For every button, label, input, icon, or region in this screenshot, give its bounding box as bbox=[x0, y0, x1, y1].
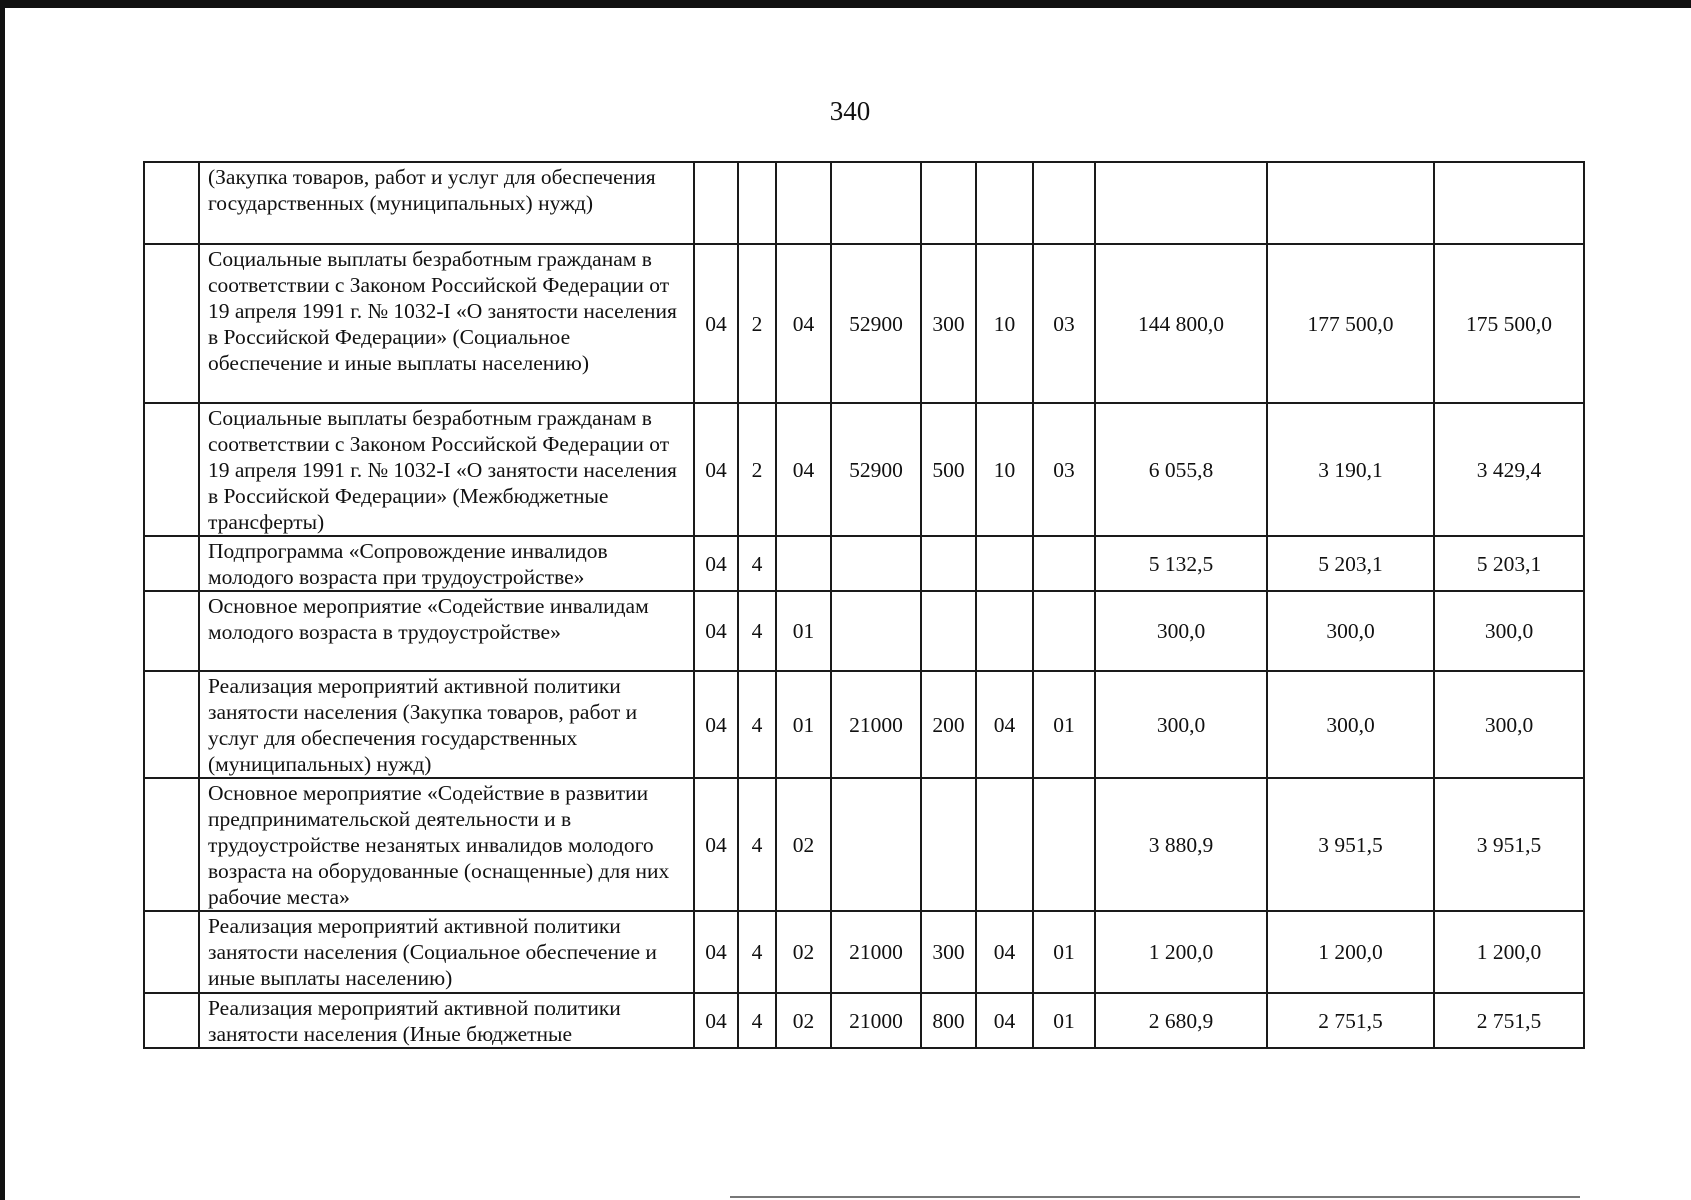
table-row bbox=[144, 993, 1584, 1048]
table-row bbox=[144, 403, 1584, 536]
amount-cell: 3 429,4 bbox=[1434, 403, 1584, 536]
amount-cell: 2 680,9 bbox=[1095, 993, 1267, 1048]
row-number-cell bbox=[144, 778, 199, 911]
code-cell: 4 bbox=[738, 671, 776, 778]
code-cell: 04 bbox=[694, 244, 738, 403]
code-cell bbox=[776, 536, 831, 591]
amount-cell: 177 500,0 bbox=[1267, 244, 1434, 403]
code-cell bbox=[976, 536, 1033, 591]
item-name-cell: Основное мероприятие «Содействие инвалидам молодого возраста в трудоустройстве» bbox=[199, 591, 694, 671]
code-cell: 01 bbox=[1033, 993, 1095, 1048]
item-name-cell: Реализация мероприятий активной политики занятости населения (Социальное обеспечение и иные выплаты населению) bbox=[199, 911, 694, 993]
code-cell bbox=[976, 591, 1033, 671]
code-cell: 02 bbox=[776, 911, 831, 993]
row-number-cell bbox=[144, 403, 199, 536]
code-cell bbox=[976, 778, 1033, 911]
code-cell bbox=[1033, 536, 1095, 591]
code-cell: 01 bbox=[1033, 671, 1095, 778]
item-name-cell: Реализация мероприятий активной политики занятости населения (Закупка товаров, работ и услуг для обеспечения государственных (муниципальных) нужд) bbox=[199, 671, 694, 778]
amount-cell: 5 203,1 bbox=[1434, 536, 1584, 591]
code-cell bbox=[921, 162, 976, 244]
table-row bbox=[144, 911, 1584, 993]
code-cell bbox=[1033, 591, 1095, 671]
table-row bbox=[144, 778, 1584, 911]
amount-cell: 2 751,5 bbox=[1267, 993, 1434, 1048]
table-row bbox=[144, 244, 1584, 403]
amount-cell: 300,0 bbox=[1434, 591, 1584, 671]
code-cell: 04 bbox=[976, 993, 1033, 1048]
amount-cell bbox=[1095, 162, 1267, 244]
code-cell bbox=[976, 162, 1033, 244]
code-cell: 21000 bbox=[831, 671, 921, 778]
amount-cell: 300,0 bbox=[1267, 671, 1434, 778]
code-cell: 04 bbox=[694, 671, 738, 778]
code-cell: 04 bbox=[694, 993, 738, 1048]
row-number-cell bbox=[144, 536, 199, 591]
amount-cell: 300,0 bbox=[1095, 671, 1267, 778]
amount-cell: 3 951,5 bbox=[1267, 778, 1434, 911]
amount-cell bbox=[1267, 162, 1434, 244]
code-cell bbox=[831, 162, 921, 244]
code-cell: 200 bbox=[921, 671, 976, 778]
scan-top-border bbox=[0, 0, 1691, 8]
code-cell: 52900 bbox=[831, 244, 921, 403]
amount-cell: 300,0 bbox=[1434, 671, 1584, 778]
page-number: 340 bbox=[829, 96, 871, 126]
code-cell: 04 bbox=[694, 536, 738, 591]
table-row bbox=[144, 671, 1584, 778]
code-cell bbox=[1033, 162, 1095, 244]
item-name-cell: Подпрограмма «Сопровождение инвалидов молодого возраста при трудоустройстве» bbox=[199, 536, 694, 591]
code-cell bbox=[921, 778, 976, 911]
amount-cell: 3 190,1 bbox=[1267, 403, 1434, 536]
code-cell: 500 bbox=[921, 403, 976, 536]
code-cell: 300 bbox=[921, 911, 976, 993]
amount-cell: 300,0 bbox=[1267, 591, 1434, 671]
code-cell: 04 bbox=[694, 403, 738, 536]
code-cell: 10 bbox=[976, 403, 1033, 536]
code-cell: 2 bbox=[738, 403, 776, 536]
code-cell: 04 bbox=[694, 911, 738, 993]
code-cell bbox=[831, 536, 921, 591]
row-number-cell bbox=[144, 244, 199, 403]
code-cell: 03 bbox=[1033, 244, 1095, 403]
code-cell: 02 bbox=[776, 778, 831, 911]
code-cell: 21000 bbox=[831, 993, 921, 1048]
item-name-cell: Социальные выплаты безработным гражданам в соответствии с Законом Российской Федерации от 19 апреля 1991 г. № 1032-I «О занятости населения в Российской Федерации» (Социальное обеспечение и иные выплаты населению) bbox=[199, 244, 694, 403]
code-cell: 02 bbox=[776, 993, 831, 1048]
code-cell: 4 bbox=[738, 536, 776, 591]
row-number-cell bbox=[144, 162, 199, 244]
row-number-cell bbox=[144, 671, 199, 778]
row-number-cell bbox=[144, 591, 199, 671]
code-cell: 10 bbox=[976, 244, 1033, 403]
item-name-cell: Основное мероприятие «Содействие в развитии предпринимательской деятельности и в трудоустройстве незанятых инвалидов молодого возраста на оборудованные (оснащенные) для них рабочие места» bbox=[199, 778, 694, 911]
amount-cell: 3 951,5 bbox=[1434, 778, 1584, 911]
code-cell bbox=[831, 591, 921, 671]
code-cell: 4 bbox=[738, 778, 776, 911]
table-row bbox=[144, 162, 1584, 244]
budget-table bbox=[143, 161, 1585, 1049]
item-name-cell: Социальные выплаты безработным гражданам в соответствии с Законом Российской Федерации от 19 апреля 1991 г. № 1032-I «О занятости населения в Российской Федерации» (Межбюджетные трансферты) bbox=[199, 403, 694, 536]
amount-cell: 5 132,5 bbox=[1095, 536, 1267, 591]
code-cell: 4 bbox=[738, 993, 776, 1048]
code-cell: 300 bbox=[921, 244, 976, 403]
code-cell: 4 bbox=[738, 591, 776, 671]
code-cell: 4 bbox=[738, 911, 776, 993]
table-row bbox=[144, 591, 1584, 671]
table-row bbox=[144, 536, 1584, 591]
code-cell bbox=[921, 591, 976, 671]
code-cell: 01 bbox=[776, 591, 831, 671]
code-cell: 04 bbox=[976, 671, 1033, 778]
amount-cell: 1 200,0 bbox=[1267, 911, 1434, 993]
code-cell: 800 bbox=[921, 993, 976, 1048]
code-cell: 04 bbox=[694, 591, 738, 671]
scan-left-border bbox=[0, 8, 5, 1200]
code-cell: 21000 bbox=[831, 911, 921, 993]
code-cell bbox=[921, 536, 976, 591]
code-cell: 04 bbox=[694, 778, 738, 911]
scan-bottom-line bbox=[730, 1196, 1580, 1198]
amount-cell: 175 500,0 bbox=[1434, 244, 1584, 403]
code-cell: 52900 bbox=[831, 403, 921, 536]
code-cell: 2 bbox=[738, 244, 776, 403]
row-number-cell bbox=[144, 911, 199, 993]
code-cell bbox=[738, 162, 776, 244]
code-cell: 01 bbox=[1033, 911, 1095, 993]
code-cell: 04 bbox=[776, 244, 831, 403]
code-cell: 04 bbox=[976, 911, 1033, 993]
amount-cell: 144 800,0 bbox=[1095, 244, 1267, 403]
row-number-cell bbox=[144, 993, 199, 1048]
code-cell: 01 bbox=[776, 671, 831, 778]
code-cell bbox=[694, 162, 738, 244]
code-cell bbox=[776, 162, 831, 244]
item-name-cell: Реализация мероприятий активной политики занятости населения (Иные бюджетные bbox=[199, 993, 694, 1048]
amount-cell: 6 055,8 bbox=[1095, 403, 1267, 536]
amount-cell: 2 751,5 bbox=[1434, 993, 1584, 1048]
code-cell bbox=[1033, 778, 1095, 911]
code-cell bbox=[831, 778, 921, 911]
amount-cell: 300,0 bbox=[1095, 591, 1267, 671]
amount-cell: 5 203,1 bbox=[1267, 536, 1434, 591]
code-cell: 04 bbox=[776, 403, 831, 536]
amount-cell: 1 200,0 bbox=[1095, 911, 1267, 993]
amount-cell bbox=[1434, 162, 1584, 244]
item-name-cell: (Закупка товаров, работ и услуг для обеспечения государственных (муниципальных) нужд) bbox=[199, 162, 694, 244]
amount-cell: 3 880,9 bbox=[1095, 778, 1267, 911]
amount-cell: 1 200,0 bbox=[1434, 911, 1584, 993]
code-cell: 03 bbox=[1033, 403, 1095, 536]
